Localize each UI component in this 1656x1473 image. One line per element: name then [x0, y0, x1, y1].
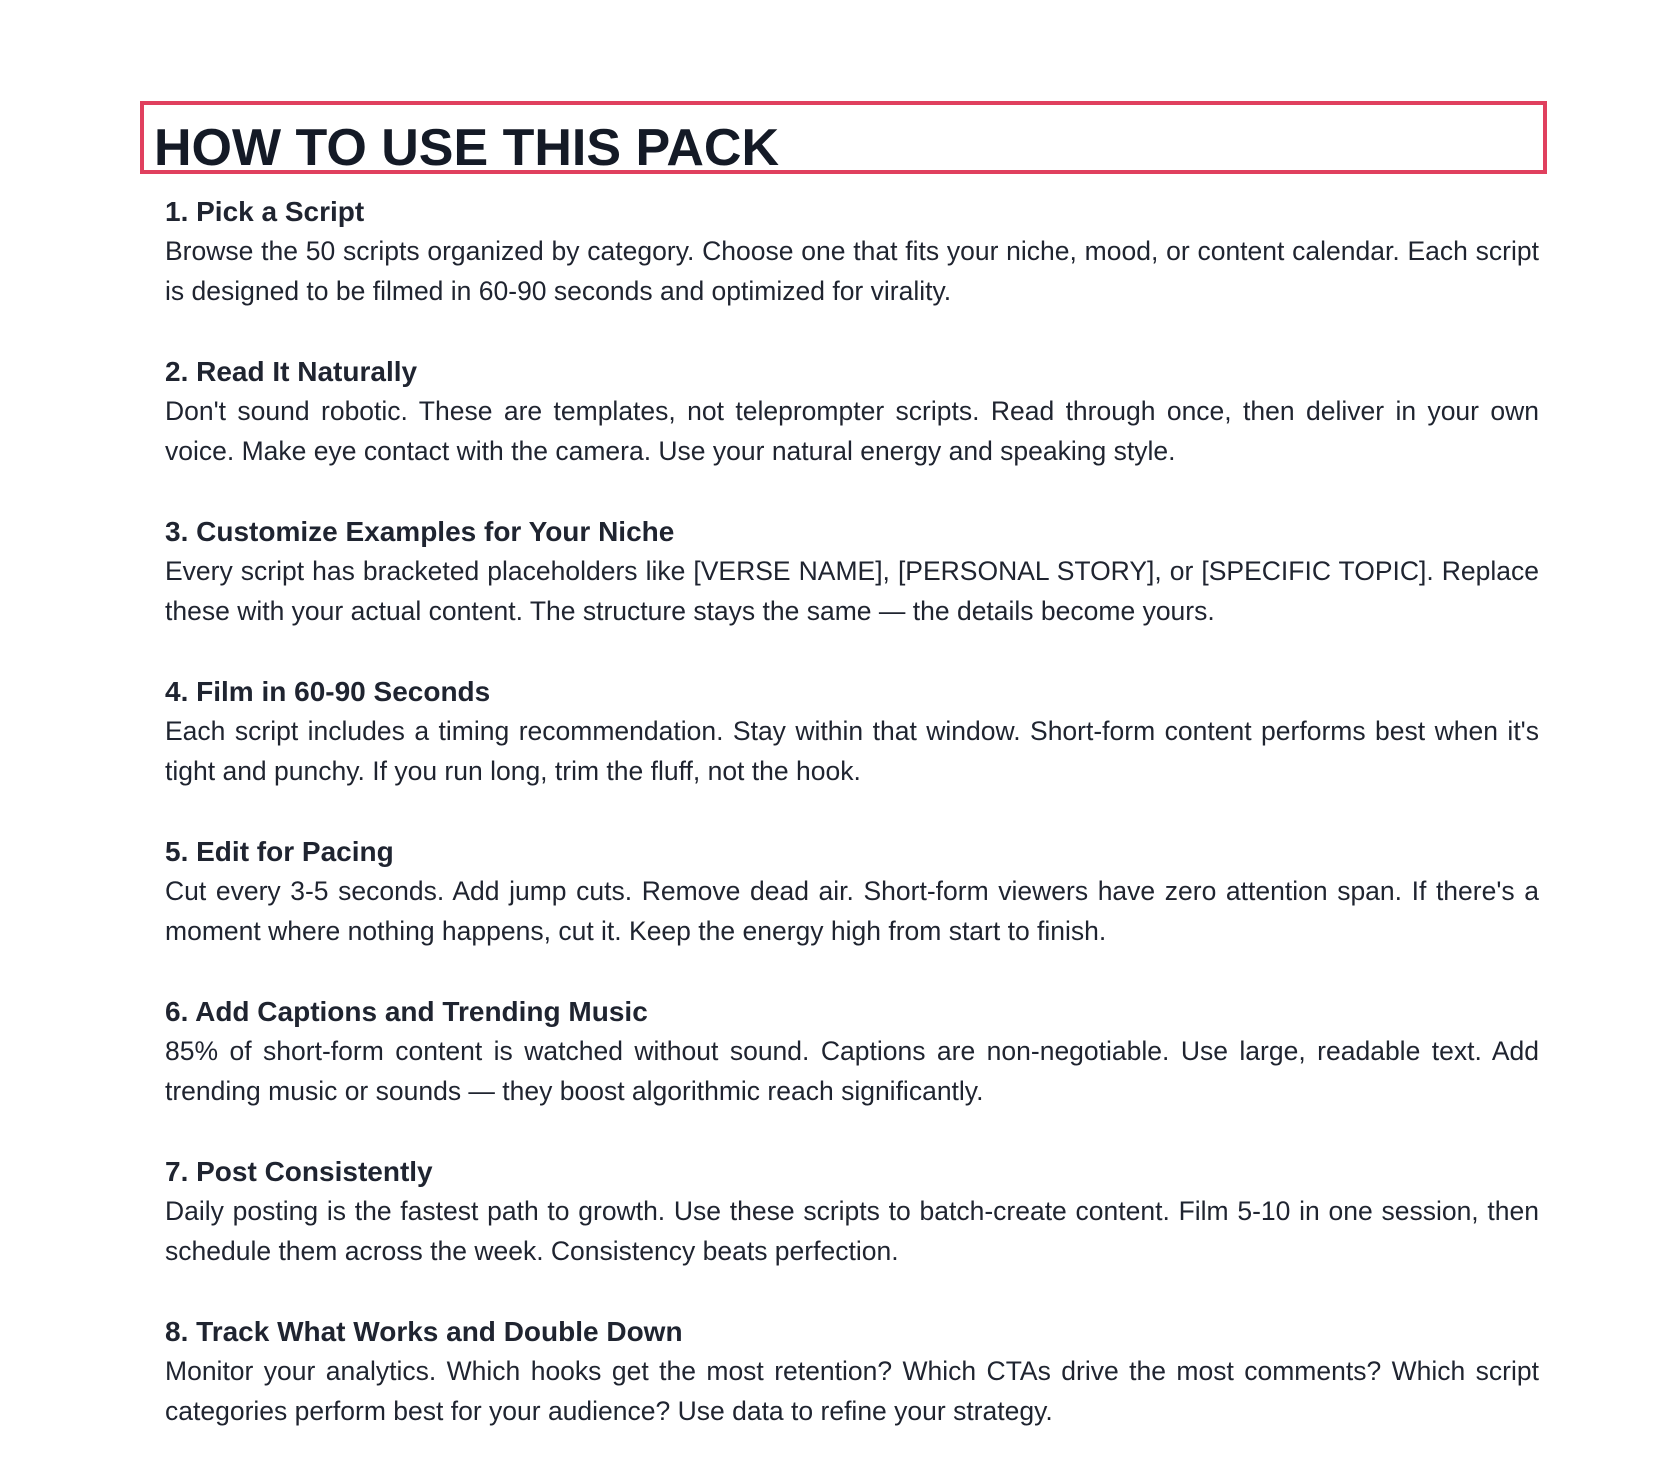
step-heading: 8. Track What Works and Double Down	[165, 1316, 683, 1347]
step-captions-and-music	[165, 993, 1539, 1153]
step-body: Don't sound robotic. These are templates, not teleprompter scripts. Read through once, then deliver in your own voice. Make eye contact with the camera. Use your natural energy and speaking style.	[165, 396, 1539, 466]
step-heading: 5. Edit for Pacing	[165, 836, 394, 867]
step-body: Daily posting is the fastest path to growth. Use these scripts to batch-create content. Film 5-10 in one session, then schedule them across the week. Consistency beats perfection.	[165, 1196, 1539, 1266]
step-body: Every script has bracketed placeholders like [VERSE NAME], [PERSONAL STORY], or [SPECIFIC TOPIC]. Replace these with your actual content. The structure stays the same — the details become yours.	[165, 556, 1539, 626]
step-track-what-works	[165, 1313, 1539, 1473]
step-heading: 4. Film in 60-90 Seconds	[165, 676, 491, 707]
step-customize-examples	[165, 513, 1539, 673]
step-heading: 2. Read It Naturally	[165, 356, 418, 387]
page-title: HOW TO USE THIS PACK	[154, 119, 779, 177]
steps-list	[165, 193, 1539, 1473]
step-body: 85% of short-form content is watched without sound. Captions are non-negotiable. Use large, readable text. Add trending music or sounds — they boost algorithmic reach significantly.	[165, 1036, 1539, 1106]
step-read-it-naturally	[165, 353, 1539, 513]
step-body: Browse the 50 scripts organized by category. Choose one that fits your niche, mood, or content calendar. Each script is designed to be filmed in 60-90 seconds and optimized for virality.	[165, 236, 1539, 306]
step-body: Monitor your analytics. Which hooks get the most retention? Which CTAs drive the most comments? Which script categories perform best for your audience? Use data to refine your strategy.	[165, 1356, 1539, 1426]
step-pick-a-script	[165, 193, 1539, 353]
step-heading: 7. Post Consistently	[165, 1156, 433, 1187]
step-heading: 3. Customize Examples for Your Niche	[165, 516, 675, 547]
step-post-consistently	[165, 1153, 1539, 1313]
step-heading: 1. Pick a Script	[165, 196, 365, 227]
step-body: Cut every 3-5 seconds. Add jump cuts. Remove dead air. Short-form viewers have zero attention span. If there's a moment where nothing happens, cut it. Keep the energy high from start to finish.	[165, 876, 1539, 946]
step-film-in-60-90-seconds	[165, 673, 1539, 833]
step-body: Each script includes a timing recommendation. Stay within that window. Short-form content performs best when it's tight and punchy. If you run long, trim the fluff, not the hook.	[165, 716, 1539, 786]
step-edit-for-pacing	[165, 833, 1539, 993]
step-heading: 6. Add Captions and Trending Music	[165, 996, 648, 1027]
